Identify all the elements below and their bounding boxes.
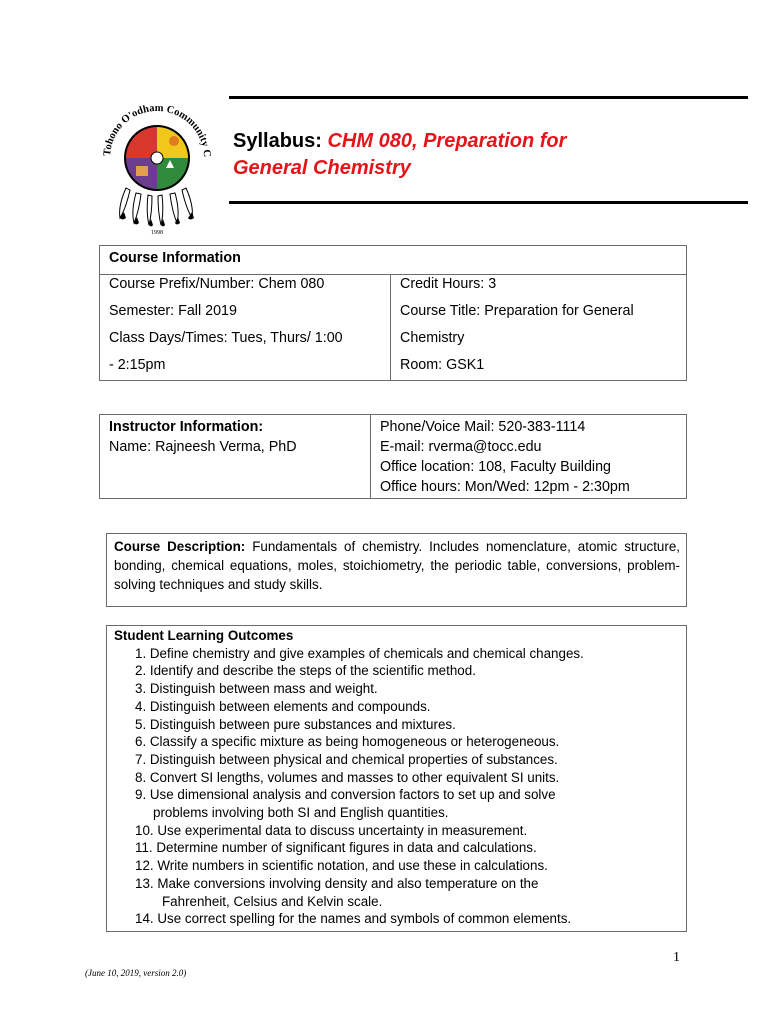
list-item: 2. Identify and describe the steps of the scientific method. [135, 663, 476, 679]
course-prefix: Course Prefix/Number: Chem 080 [109, 276, 325, 292]
seal-logo [96, 96, 218, 236]
class-times-cont: - 2:15pm [109, 357, 166, 373]
learning-outcomes-list [114, 645, 684, 928]
list-item: 7. Distinguish between physical and chemical properties of substances. [135, 751, 558, 767]
course-info-right [400, 271, 634, 379]
list-item: 14. Use correct spelling for the names and symbols of common elements. [135, 911, 572, 927]
credit-hours: Credit Hours: 3 [400, 276, 497, 292]
learning-outcomes-heading: Student Learning Outcomes [114, 628, 294, 643]
course-info-box [99, 245, 687, 381]
list-item-cont: problems involving both SI and English quantities. [153, 805, 449, 821]
learning-outcomes-box [106, 625, 687, 932]
course-description-box [106, 533, 687, 607]
list-item: 5. Distinguish between pure substances and mixtures. [135, 716, 456, 732]
semester: Semester: Fall 2019 [109, 303, 237, 319]
instructor-left [109, 417, 297, 457]
seal-year: 1998 [151, 230, 163, 236]
course-info-divider [390, 274, 391, 380]
title-course: CHM 080, Preparation for [327, 130, 567, 152]
header-top-rule [229, 96, 748, 99]
course-description-label: Course Description: [114, 539, 246, 554]
instructor-divider [370, 415, 371, 498]
footer-version: (June 10, 2019, version 2.0) [85, 968, 187, 978]
list-item: 10. Use experimental data to discuss uncertainty in measurement. [135, 822, 528, 838]
list-item: 6. Classify a specific mixture as being homogeneous or heterogeneous. [135, 734, 560, 750]
course-title-cont: Chemistry [400, 330, 465, 346]
instructor-right [380, 417, 630, 497]
instructor-box [99, 414, 687, 499]
list-item: 8. Convert SI lengths, volumes and masses to other equivalent SI units. [135, 769, 560, 785]
course-info-left [109, 271, 343, 379]
course-info-heading: Course Information [109, 250, 241, 266]
list-item-cont: Fahrenheit, Celsius and Kelvin scale. [162, 893, 383, 909]
list-item: 13. Make conversions involving density and also temperature on the [135, 875, 539, 891]
instructor-office: Office location: 108, Faculty Building [380, 459, 611, 475]
course-description [114, 537, 680, 594]
learning-outcomes [114, 627, 684, 928]
list-item: 11. Determine number of significant figures in data and calculations. [135, 840, 537, 856]
seal-arc-text: Tohono O'odham Community C [101, 102, 213, 158]
room: Room: GSK1 [400, 357, 485, 373]
instructor-email: E-mail: rverma@tocc.edu [380, 439, 542, 455]
class-days-times: Class Days/Times: Tues, Thurs/ 1:00 [109, 330, 343, 346]
list-item: 4. Distinguish between elements and compounds. [135, 698, 431, 714]
list-item: 9. Use dimensional analysis and conversion factors to set up and solve [135, 787, 556, 803]
course-description-text: Fundamentals of chemistry. Includes nomenclature, atomic structure, bonding, chemical equations, moles, stoichiometry, the periodic table, conversions, problem-solving techniques and study skills. [114, 539, 681, 592]
page-number: 1 [673, 950, 680, 965]
instructor-name: Name: Rajneesh Verma, PhD [109, 439, 297, 455]
header-bottom-rule [229, 201, 748, 204]
instructor-phone: Phone/Voice Mail: 520-383-1114 [380, 419, 586, 435]
title-label: Syllabus: [233, 130, 322, 152]
instructor-hours: Office hours: Mon/Wed: 12pm - 2:30pm [380, 479, 630, 495]
title-course-line2: General Chemistry [233, 157, 411, 179]
list-item: 1. Define chemistry and give examples of chemicals and chemical changes. [135, 645, 584, 661]
page-title [233, 128, 703, 182]
college-seal [96, 96, 218, 236]
course-title: Course Title: Preparation for General [400, 303, 634, 319]
list-item: 3. Distinguish between mass and weight. [135, 681, 378, 697]
list-item: 12. Write numbers in scientific notation, and use these in calculations. [135, 858, 548, 874]
instructor-heading: Instructor Information: [109, 419, 264, 435]
